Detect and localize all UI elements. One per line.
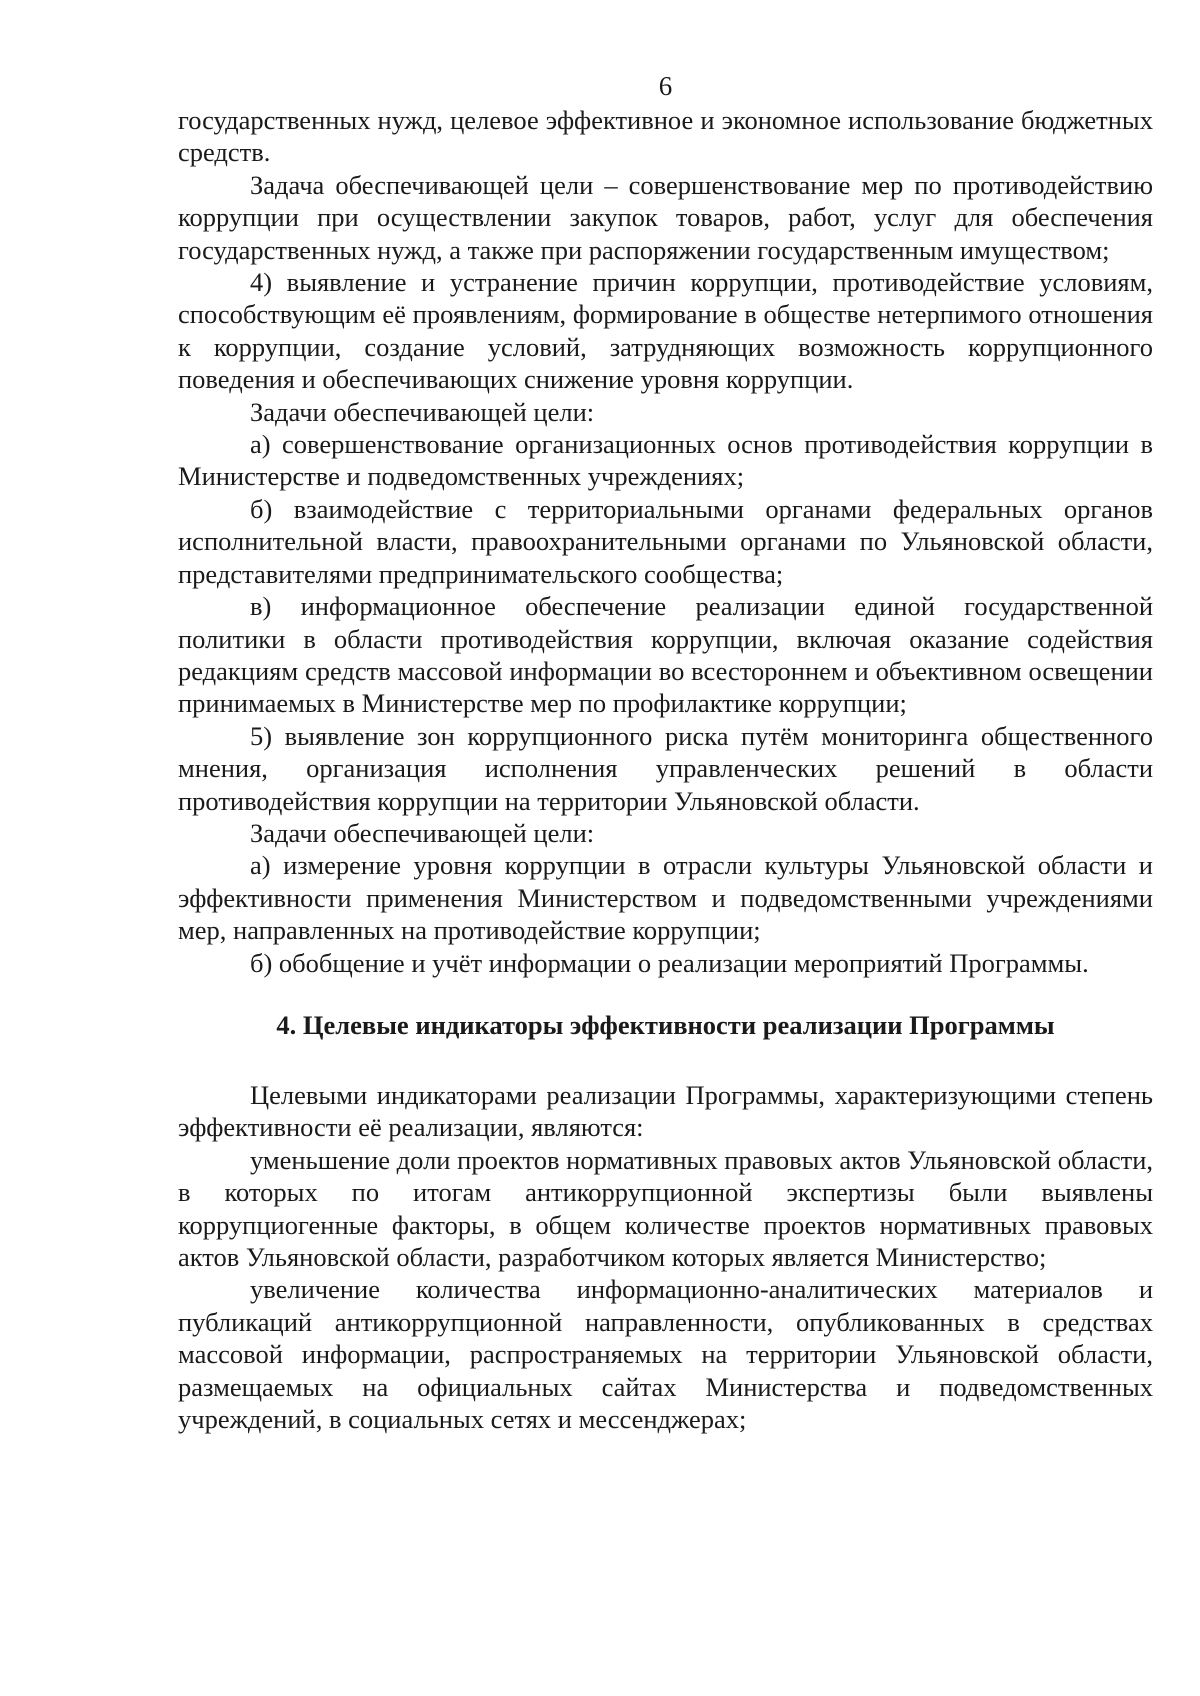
section-heading: 4. Целевые индикаторы эффективности реализации Программы [276, 1009, 1055, 1040]
paragraph-item-4v: в) информационное обеспечение реализации единой государственной политики в области противодействия коррупции, включая оказание содействия редакциям средств массовой информации во всестороннем и объективном освещении принимаемых в Министерстве мер по профилактике коррупции; [178, 591, 1153, 719]
paragraph-task-procurement: Задача обеспечивающей цели – совершенствование мер по противодействию коррупции при осуществлении закупок товаров, работ, услуг для обеспечения государственных нужд, а также при распоряжении государственным имуществом; [178, 169, 1153, 265]
paragraph-item-5: 5) выявление зон коррупционного риска путём мониторинга общественного мнения, организация исполнения управленческих решений в области противодействия коррупции на территории Ульяновской области. [178, 720, 1153, 816]
paragraph-item-4: 4) выявление и устранение причин коррупции, противодействие условиям, способствующим её проявлениям, формирование в обществе нетерпимого отношения к коррупции, создание условий, затрудняющих возможность коррупционного поведения и обеспечивающих снижение уровня коррупции. [178, 267, 1153, 395]
paragraph-item-5b: б) обобщение и учёт информации о реализации мероприятий Программы. [250, 947, 1089, 978]
paragraph-tasks-heading-2: Задачи обеспечивающей цели: [250, 817, 595, 848]
paragraph-item-4a: а) совершенствование организационных основ противодействия коррупции в Министерстве и подведомственных учреждениях; [178, 429, 1153, 492]
page-number: 6 [658, 71, 673, 101]
document-page [178, 70, 1153, 1435]
paragraph-indicator-1: уменьшение доли проектов нормативных правовых актов Ульяновской области, в которых по итогам антикоррупционной экспертизы были выявлены коррупциогенные факторы, в общем количестве проектов нормативных правовых актов Ульяновской области, разработчиком которых является Министерство; [178, 1144, 1153, 1272]
paragraph-item-4b: б) взаимодействие с территориальными органами федеральных органов исполнительной власти, правоохранительными органами по Ульяновской области, представителями предпринимательского сообщества; [178, 493, 1153, 589]
paragraph-indicator-2: увеличение количества информационно-аналитических материалов и публикаций антикоррупционной направленности, опубликованных в средствах массовой информации, распространяемых на территории Ульяновской области, размещаемых на официальных сайтах Министерства и подведомственных учреждений, в социальных сетях и мессенджерах; [178, 1274, 1153, 1435]
paragraph-tasks-heading-1: Задачи обеспечивающей цели: [250, 396, 595, 427]
paragraph-indicators-intro: Целевыми индикаторами реализации Программы, характеризующими степень эффективности её реализации, являются: [178, 1079, 1153, 1143]
paragraph-item-5a: а) измерение уровня коррупции в отрасли культуры Ульяновской области и эффективности применения Министерством и подведомственными учреждениями мер, направленных на противодействие коррупции; [178, 850, 1153, 946]
paragraph-continuation: государственных нужд, целевое эффективное и экономное использование бюджетных средств. [178, 105, 1153, 168]
